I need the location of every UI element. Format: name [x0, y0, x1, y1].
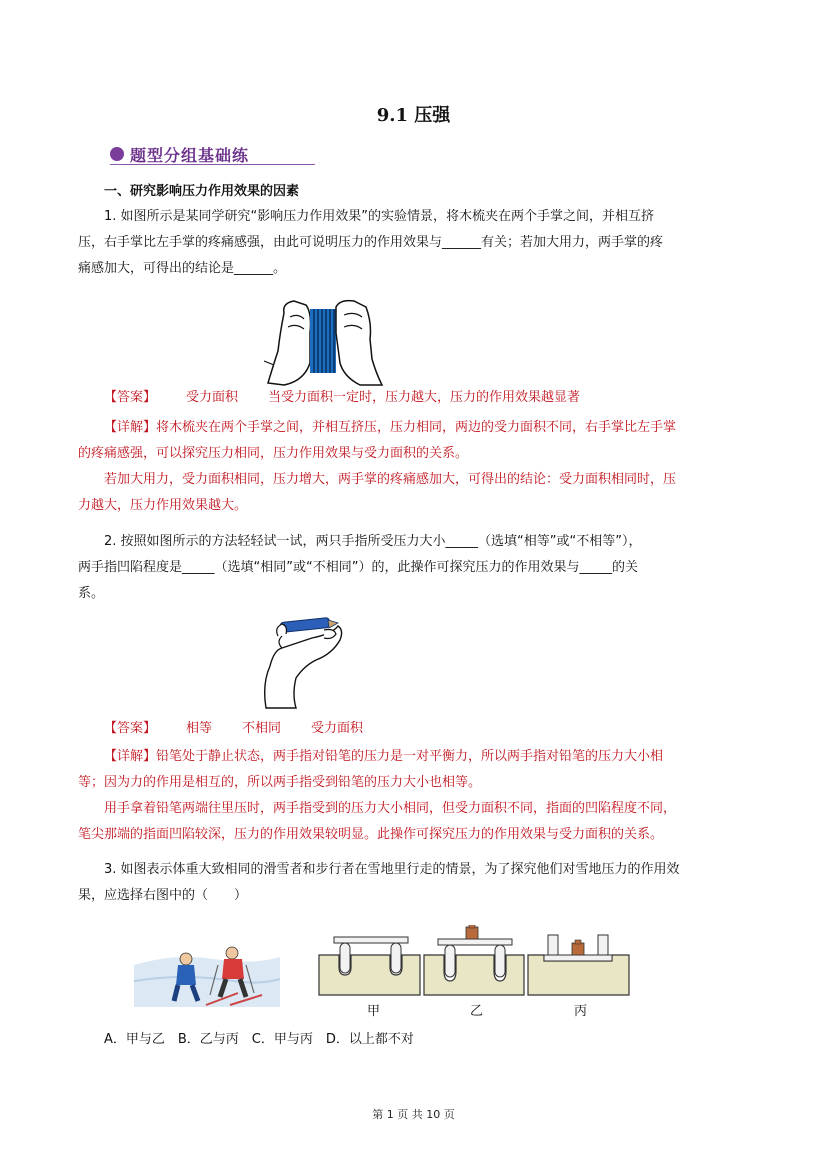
q2-answer-3: 受力面积	[311, 721, 364, 736]
q1-stem	[78, 204, 750, 282]
banner-text: 题型分组基础练	[130, 145, 250, 165]
q3-stem-line2: 果，应选择右图中的（ ）	[78, 888, 248, 903]
fig-label-jia: 甲	[367, 1004, 381, 1019]
fig-label-yi: 乙	[470, 1004, 484, 1019]
q1-detail-line1	[78, 415, 750, 441]
q2-detail	[78, 744, 750, 848]
q2-detail-label: 【详解】	[104, 749, 157, 764]
q1-stem-line2: 压，右手掌比左手掌的疼痛感强，由此可说明压力的作用效果与______有关；若加大用力，两手掌的疼	[78, 235, 664, 250]
q1-answer-2: 当受力面积一定时，压力越大，压力的作用效果越显著	[268, 390, 581, 405]
q2-detail-line2: 等；因为力的作用是相互的，所以两手指受到铅笔的压力大小也相等。	[78, 775, 482, 790]
setup-yi	[424, 925, 524, 995]
q2-answer	[78, 716, 750, 742]
q1-answer-label: 【答案】	[104, 390, 157, 405]
q1-detail	[78, 415, 750, 519]
section-heading: 一、研究影响压力作用效果的因素	[104, 184, 300, 199]
q2-answer-1: 相等	[186, 721, 213, 736]
q2-detail-text1: 铅笔处于静止状态，两手指对铅笔的压力是一对平衡力，所以两手指对铅笔的压力大小相	[156, 749, 664, 764]
q1-comb-hands-figure	[264, 293, 384, 388]
section-banner	[110, 143, 249, 165]
q3-stem	[78, 857, 750, 909]
setup-bing	[528, 935, 629, 995]
q3-options: A．甲与乙 B．乙与丙 C．甲与丙 D．以上都不对	[104, 1032, 414, 1047]
page-title: 9.1 压强	[376, 105, 451, 126]
q1-detail-line4: 力越大，压力作用效果越大。	[78, 498, 248, 513]
q1-stem-line1: 1. 如图所示是某同学研究“影响压力作用效果”的实验情景，将木梳夹在两个手掌之间，并相互挤	[104, 209, 655, 224]
q1-answer	[78, 385, 750, 411]
setup-jia	[319, 937, 420, 995]
q3-stem-line1: 3. 如图表示体重大致相同的滑雪者和步行者在雪地里行走的情景，为了探究他们对雪地压力的作用效	[104, 862, 680, 877]
q2-answer-label: 【答案】	[104, 721, 157, 736]
q2-stem	[78, 529, 750, 607]
q2-stem-line3: 系。	[78, 586, 105, 601]
q1-answer-1: 受力面积	[186, 390, 239, 405]
q1-detail-line3: 若加大用力，受力面积相同，压力增大，两手掌的疼痛感加大，可得出的结论：受力面积相同时，压	[104, 472, 677, 487]
q1-detail-text1: 将木梳夹在两个手掌之间，并相互挤压，压力相同，两边的受力面积不同，右手掌比左手掌	[156, 420, 677, 435]
page-footer: 第 1 页 共 10 页	[372, 1108, 455, 1121]
q2-pencil-fingers-figure	[252, 614, 348, 709]
q1-detail-label: 【详解】	[104, 420, 157, 435]
banner-bullet-icon	[110, 147, 124, 161]
q2-detail-line4: 笔尖那端的指面凹陷较深，压力的作用效果较明显。此操作可探究压力的作用效果与受力面积的关系。	[78, 827, 664, 842]
q1-detail-line2: 的疼痛感强，可以探究压力相同，压力作用效果与受力面积的关系。	[78, 446, 469, 461]
q2-stem-line2: 两手指凹陷程度是_____（选填“相同”或“不相同”）的，此操作可探究压力的作用效果与_____的关	[78, 560, 638, 575]
q2-answer-2: 不相同	[242, 721, 282, 736]
q2-stem-line1: 2. 按照如图所示的方法轻轻试一试，两只手指所受压力大小_____（选填“相等”或“不相等”），	[104, 534, 642, 549]
q1-stem-line3: 痛感加大，可得出的结论是______。	[78, 261, 287, 276]
fig-label-bing: 丙	[574, 1004, 588, 1019]
q3-snow-figure	[134, 935, 280, 1007]
banner-underline	[110, 164, 315, 165]
q2-detail-line1	[78, 744, 750, 770]
q2-detail-line3: 用手拿着铅笔两端往里压时，两手指受到的压力大小相同，但受力面积不同，指面的凹陷程度不同，	[104, 801, 677, 816]
